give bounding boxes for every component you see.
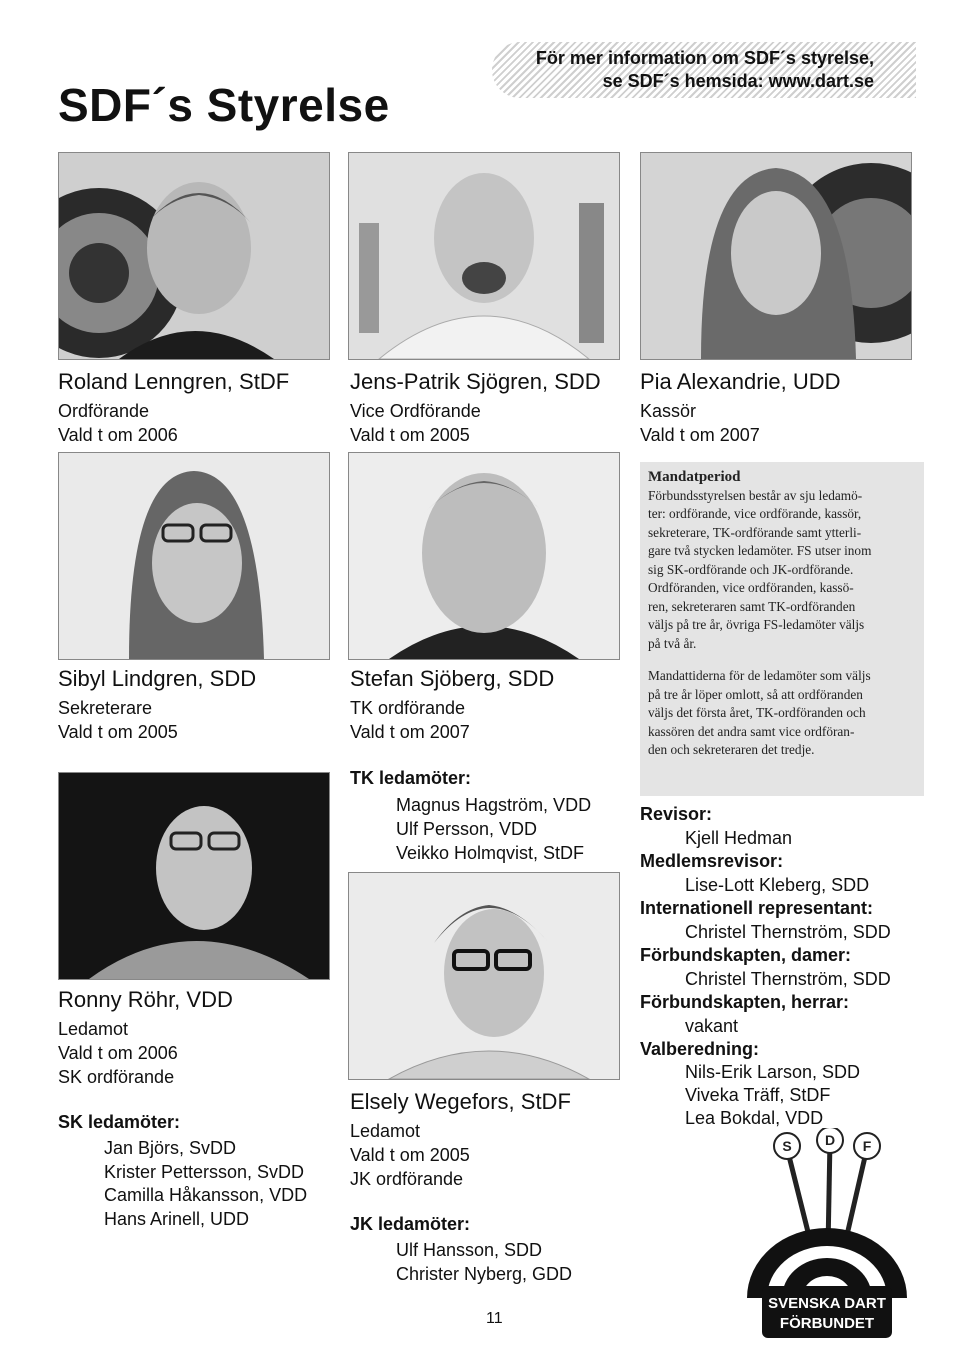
tk-label: TK ledamöter: bbox=[350, 768, 472, 788]
member-role-roland: Ordförande bbox=[58, 401, 150, 421]
valberedning-label: Valberedning: bbox=[640, 1039, 760, 1059]
jk-label: JK ledamöter: bbox=[350, 1214, 471, 1234]
mandat-paragraph-2 bbox=[648, 667, 916, 760]
logo-text-2: FÖRBUNDET bbox=[779, 1315, 875, 1332]
member-role-jens: Vice Ordförande bbox=[350, 401, 481, 421]
photo-pia bbox=[640, 152, 912, 360]
mandat-line: Ordföranden, vice ordföranden, kassö- bbox=[648, 580, 854, 595]
mandat-line: väljs det första året, TK-ordföranden och bbox=[648, 705, 866, 720]
photo-ronny bbox=[58, 772, 330, 980]
page-title: SDF´s Styrelse bbox=[58, 79, 390, 131]
mandat-line: på tre år löper omlott, så att ordföranden bbox=[648, 686, 863, 702]
sk-member: Jan Björs, SvDD bbox=[104, 1138, 237, 1158]
member-elected-jens: Vald t om 2005 bbox=[350, 425, 470, 445]
photo-roland bbox=[58, 152, 330, 360]
mandat-line: kassören det andra samt vice ordföran- bbox=[648, 723, 855, 739]
photo-stefan bbox=[348, 452, 620, 660]
medlemsrevisor-value: Lise-Lott Kleberg, SDD bbox=[685, 875, 870, 895]
sk-label: SK ledamöter: bbox=[58, 1112, 181, 1132]
member-role-sibyl: Sekreterare bbox=[58, 698, 153, 718]
member-name-sibyl: Sibyl Lindgren, SDD bbox=[58, 666, 257, 691]
valberedning-member: Lea Bokdal, VDD bbox=[685, 1108, 824, 1128]
member-elected-stefan: Vald t om 2007 bbox=[350, 722, 470, 742]
jk-member: Christer Nyberg, GDD bbox=[396, 1264, 573, 1284]
kapten-herrar-value: vakant bbox=[685, 1016, 739, 1036]
jk-member: Ulf Hansson, SDD bbox=[396, 1240, 543, 1260]
mandat-line: sig SK-ordförande och JK-ordförande. bbox=[648, 561, 854, 577]
tk-member: Magnus Hagström, VDD bbox=[396, 795, 592, 815]
member-role-stefan: TK ordförande bbox=[350, 698, 466, 718]
tk-member: Ulf Persson, VDD bbox=[396, 819, 538, 839]
member-elected-sibyl: Vald t om 2005 bbox=[58, 722, 178, 742]
mandatperiod-box bbox=[640, 462, 924, 796]
sk-member: Camilla Håkansson, VDD bbox=[104, 1185, 308, 1205]
member-name-elsely: Elsely Wegefors, StDF bbox=[350, 1089, 571, 1114]
member-name-stefan: Stefan Sjöberg, SDD bbox=[350, 666, 555, 691]
member-name-roland: Roland Lenngren, StDF bbox=[58, 369, 290, 394]
photo-sibyl bbox=[58, 452, 330, 660]
mandat-line: väljs på tre år, övriga FS-ledamöter väljs bbox=[648, 617, 865, 632]
member-elected-ronny: Vald t om 2006 bbox=[58, 1043, 178, 1063]
sdf-logo bbox=[742, 1128, 912, 1350]
revisor-value: Kjell Hedman bbox=[685, 828, 793, 848]
member-name-pia: Pia Alexandrie, UDD bbox=[640, 369, 841, 394]
info-banner bbox=[492, 42, 916, 98]
kapten-damer-value: Christel Thernström, SDD bbox=[685, 969, 891, 989]
mandat-line: sekreterare, TK-ordförande samt ytterli- bbox=[648, 524, 862, 540]
mandat-line: ter: ordförande, vice ordförande, kassör, bbox=[648, 506, 862, 521]
logo-letter: S bbox=[782, 1138, 792, 1154]
info-line-1: För mer information om SDF´s styrelse, bbox=[535, 48, 874, 68]
mandat-line: gare två stycken ledamöter. FS utser inom bbox=[648, 543, 872, 558]
intl-rep-label: Internationell representant: bbox=[640, 898, 874, 918]
medlemsrevisor-label: Medlemsrevisor: bbox=[640, 851, 784, 871]
logo-letter: D bbox=[824, 1132, 836, 1148]
mandat-line: ren, sekreteraren samt TK-ordföranden bbox=[648, 598, 856, 614]
member-role-elsely: Ledamot bbox=[350, 1121, 421, 1141]
photo-jens bbox=[348, 152, 620, 360]
mandat-line: på två år. bbox=[648, 635, 697, 651]
tk-member: Veikko Holmqvist, StDF bbox=[396, 843, 585, 863]
logo-letter: F bbox=[862, 1138, 872, 1154]
member-elected-pia: Vald t om 2007 bbox=[640, 425, 760, 445]
info-line-2: se SDF´s hemsida: www.dart.se bbox=[602, 71, 874, 91]
mandat-line: Mandattiderna för de ledamöter som väljs bbox=[648, 668, 871, 683]
member-name-jens: Jens-Patrik Sjögren, SDD bbox=[350, 369, 601, 394]
member-name-ronny: Ronny Röhr, VDD bbox=[58, 987, 233, 1012]
mandat-line: Förbundsstyrelsen består av sju ledamö- bbox=[648, 487, 863, 503]
kapten-herrar-label: Förbundskapten, herrar: bbox=[640, 992, 850, 1012]
mandat-line: den och sekreteraren det tredje. bbox=[648, 742, 815, 757]
logo-text-1: SVENSKA DART bbox=[768, 1295, 886, 1312]
valberedning-member: Nils-Erik Larson, SDD bbox=[685, 1062, 861, 1082]
photo-elsely bbox=[348, 872, 620, 1080]
member-elected-elsely: Vald t om 2005 bbox=[350, 1145, 470, 1165]
member-extra-elsely: JK ordförande bbox=[350, 1169, 464, 1189]
kapten-damer-label: Förbundskapten, damer: bbox=[640, 945, 852, 965]
member-role-ronny: Ledamot bbox=[58, 1019, 129, 1039]
member-extra-ronny: SK ordförande bbox=[58, 1067, 175, 1087]
sk-member: Krister Pettersson, SvDD bbox=[104, 1162, 305, 1182]
valberedning-member: Viveka Träff, StDF bbox=[685, 1085, 831, 1105]
member-role-pia: Kassör bbox=[640, 401, 697, 421]
page-number: 11 bbox=[486, 1310, 503, 1327]
mandat-heading: Mandatperiod bbox=[648, 469, 741, 485]
member-elected-roland: Vald t om 2006 bbox=[58, 425, 178, 445]
sk-member: Hans Arinell, UDD bbox=[104, 1209, 250, 1229]
revisor-label: Revisor: bbox=[640, 804, 713, 824]
mandat-paragraph-1 bbox=[648, 487, 916, 654]
intl-rep-value: Christel Thernström, SDD bbox=[685, 922, 891, 942]
